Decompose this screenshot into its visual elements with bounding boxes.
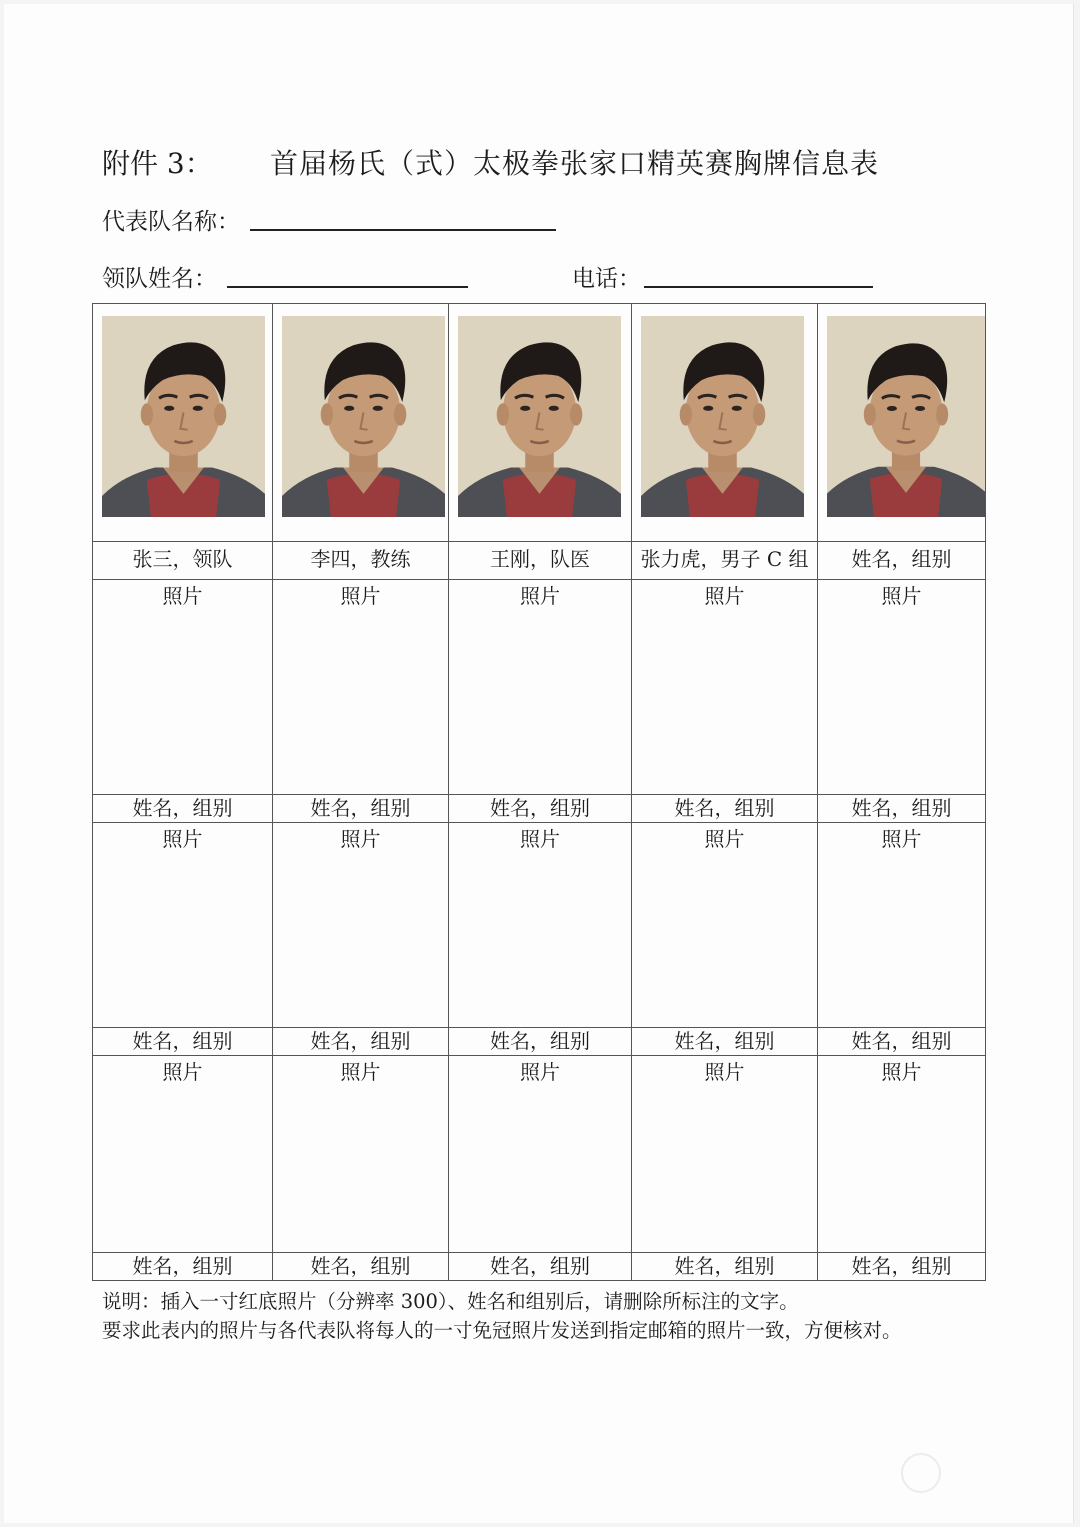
name-group-cell[interactable]: 张力虎，男子 C 组: [632, 542, 818, 580]
name-group-cell[interactable]: 张三，领队: [93, 542, 273, 580]
photo-cell[interactable]: [632, 304, 818, 542]
name-group-cell[interactable]: 李四，教练: [273, 542, 449, 580]
photo-row-2: [93, 580, 986, 795]
photo-placeholder-cell[interactable]: 照片: [273, 1056, 449, 1253]
name-group-cell[interactable]: 姓名，组别: [273, 1253, 449, 1281]
name-group-cell[interactable]: 姓名，组别: [449, 1028, 632, 1056]
photo-row-4: [93, 1056, 986, 1253]
photo-placeholder-cell[interactable]: 照片: [93, 1056, 273, 1253]
phone-label: 电话：: [572, 266, 641, 292]
badge-info-table: [92, 303, 986, 1281]
photo-placeholder-cell[interactable]: 照片: [93, 823, 273, 1028]
photo-placeholder-cell[interactable]: 照片: [273, 823, 449, 1028]
name-group-cell[interactable]: 姓名，组别: [273, 1028, 449, 1056]
name-group-cell[interactable]: 姓名，组别: [449, 795, 632, 823]
person-photo: [641, 316, 804, 517]
person-photo: [282, 316, 445, 517]
name-group-cell[interactable]: 姓名，组别: [93, 795, 273, 823]
photo-placeholder-cell[interactable]: 照片: [818, 823, 986, 1028]
label-row-1: [93, 542, 986, 580]
name-group-cell[interactable]: 王刚，队医: [449, 542, 632, 580]
photo-row-1: [93, 304, 986, 542]
leader-row: [102, 260, 217, 293]
photo-placeholder-cell[interactable]: 照片: [818, 1056, 986, 1253]
team-name-row: [102, 203, 240, 236]
label-row-2: [93, 795, 986, 823]
document-page: [4, 4, 1074, 1523]
photo-placeholder-cell[interactable]: 照片: [632, 580, 818, 795]
instruction-line-1: 说明：插入一寸红底照片（分辨率 300）、姓名和组别后，请删除所标注的文字。: [102, 1290, 799, 1313]
team-name-blank[interactable]: [250, 229, 556, 231]
name-group-cell[interactable]: 姓名，组别: [93, 1253, 273, 1281]
leader-name-label: 领队姓名：: [102, 266, 217, 292]
name-group-cell[interactable]: 姓名，组别: [449, 1253, 632, 1281]
photo-cell[interactable]: [273, 304, 449, 542]
photo-placeholder-cell[interactable]: 照片: [449, 580, 632, 795]
attachment-label: 附件 3：: [102, 147, 213, 180]
name-group-cell[interactable]: 姓名，组别: [818, 1253, 986, 1281]
name-group-cell[interactable]: 姓名，组别: [632, 1028, 818, 1056]
team-name-label: 代表队名称：: [102, 209, 240, 235]
photo-placeholder-cell[interactable]: 照片: [632, 823, 818, 1028]
instruction-line-2: 要求此表内的照片与各代表队将每人的一寸免冠照片发送到指定邮箱的照片一致，方便核对。: [102, 1319, 902, 1342]
person-photo: [827, 316, 985, 517]
name-group-cell[interactable]: 姓名，组别: [632, 795, 818, 823]
photo-cell[interactable]: [818, 304, 986, 542]
label-row-4: [93, 1253, 986, 1281]
document-title: 首届杨氏（式）太极拳张家口精英赛胸牌信息表: [270, 147, 880, 180]
phone-blank[interactable]: [644, 286, 873, 288]
name-group-cell[interactable]: 姓名，组别: [818, 1028, 986, 1056]
name-group-cell[interactable]: 姓名，组别: [273, 795, 449, 823]
name-group-cell[interactable]: 姓名，组别: [632, 1253, 818, 1281]
label-row-3: [93, 1028, 986, 1056]
photo-placeholder-cell[interactable]: 照片: [632, 1056, 818, 1253]
photo-cell[interactable]: [449, 304, 632, 542]
photo-placeholder-cell[interactable]: 照片: [93, 580, 273, 795]
name-group-cell[interactable]: 姓名，组别: [93, 1028, 273, 1056]
photo-placeholder-cell[interactable]: 照片: [818, 580, 986, 795]
instructions: [102, 1287, 902, 1345]
name-group-cell[interactable]: 姓名，组别: [818, 795, 986, 823]
watermark-icon: [901, 1453, 941, 1493]
leader-name-blank[interactable]: [227, 286, 468, 288]
photo-placeholder-cell[interactable]: 照片: [449, 1056, 632, 1253]
photo-placeholder-cell[interactable]: 照片: [449, 823, 632, 1028]
person-photo: [102, 316, 265, 517]
photo-cell[interactable]: [93, 304, 273, 542]
phone-row: [572, 260, 641, 293]
photo-placeholder-cell[interactable]: 照片: [273, 580, 449, 795]
person-photo: [458, 316, 621, 517]
name-group-cell[interactable]: 姓名，组别: [818, 542, 986, 580]
photo-row-3: [93, 823, 986, 1028]
